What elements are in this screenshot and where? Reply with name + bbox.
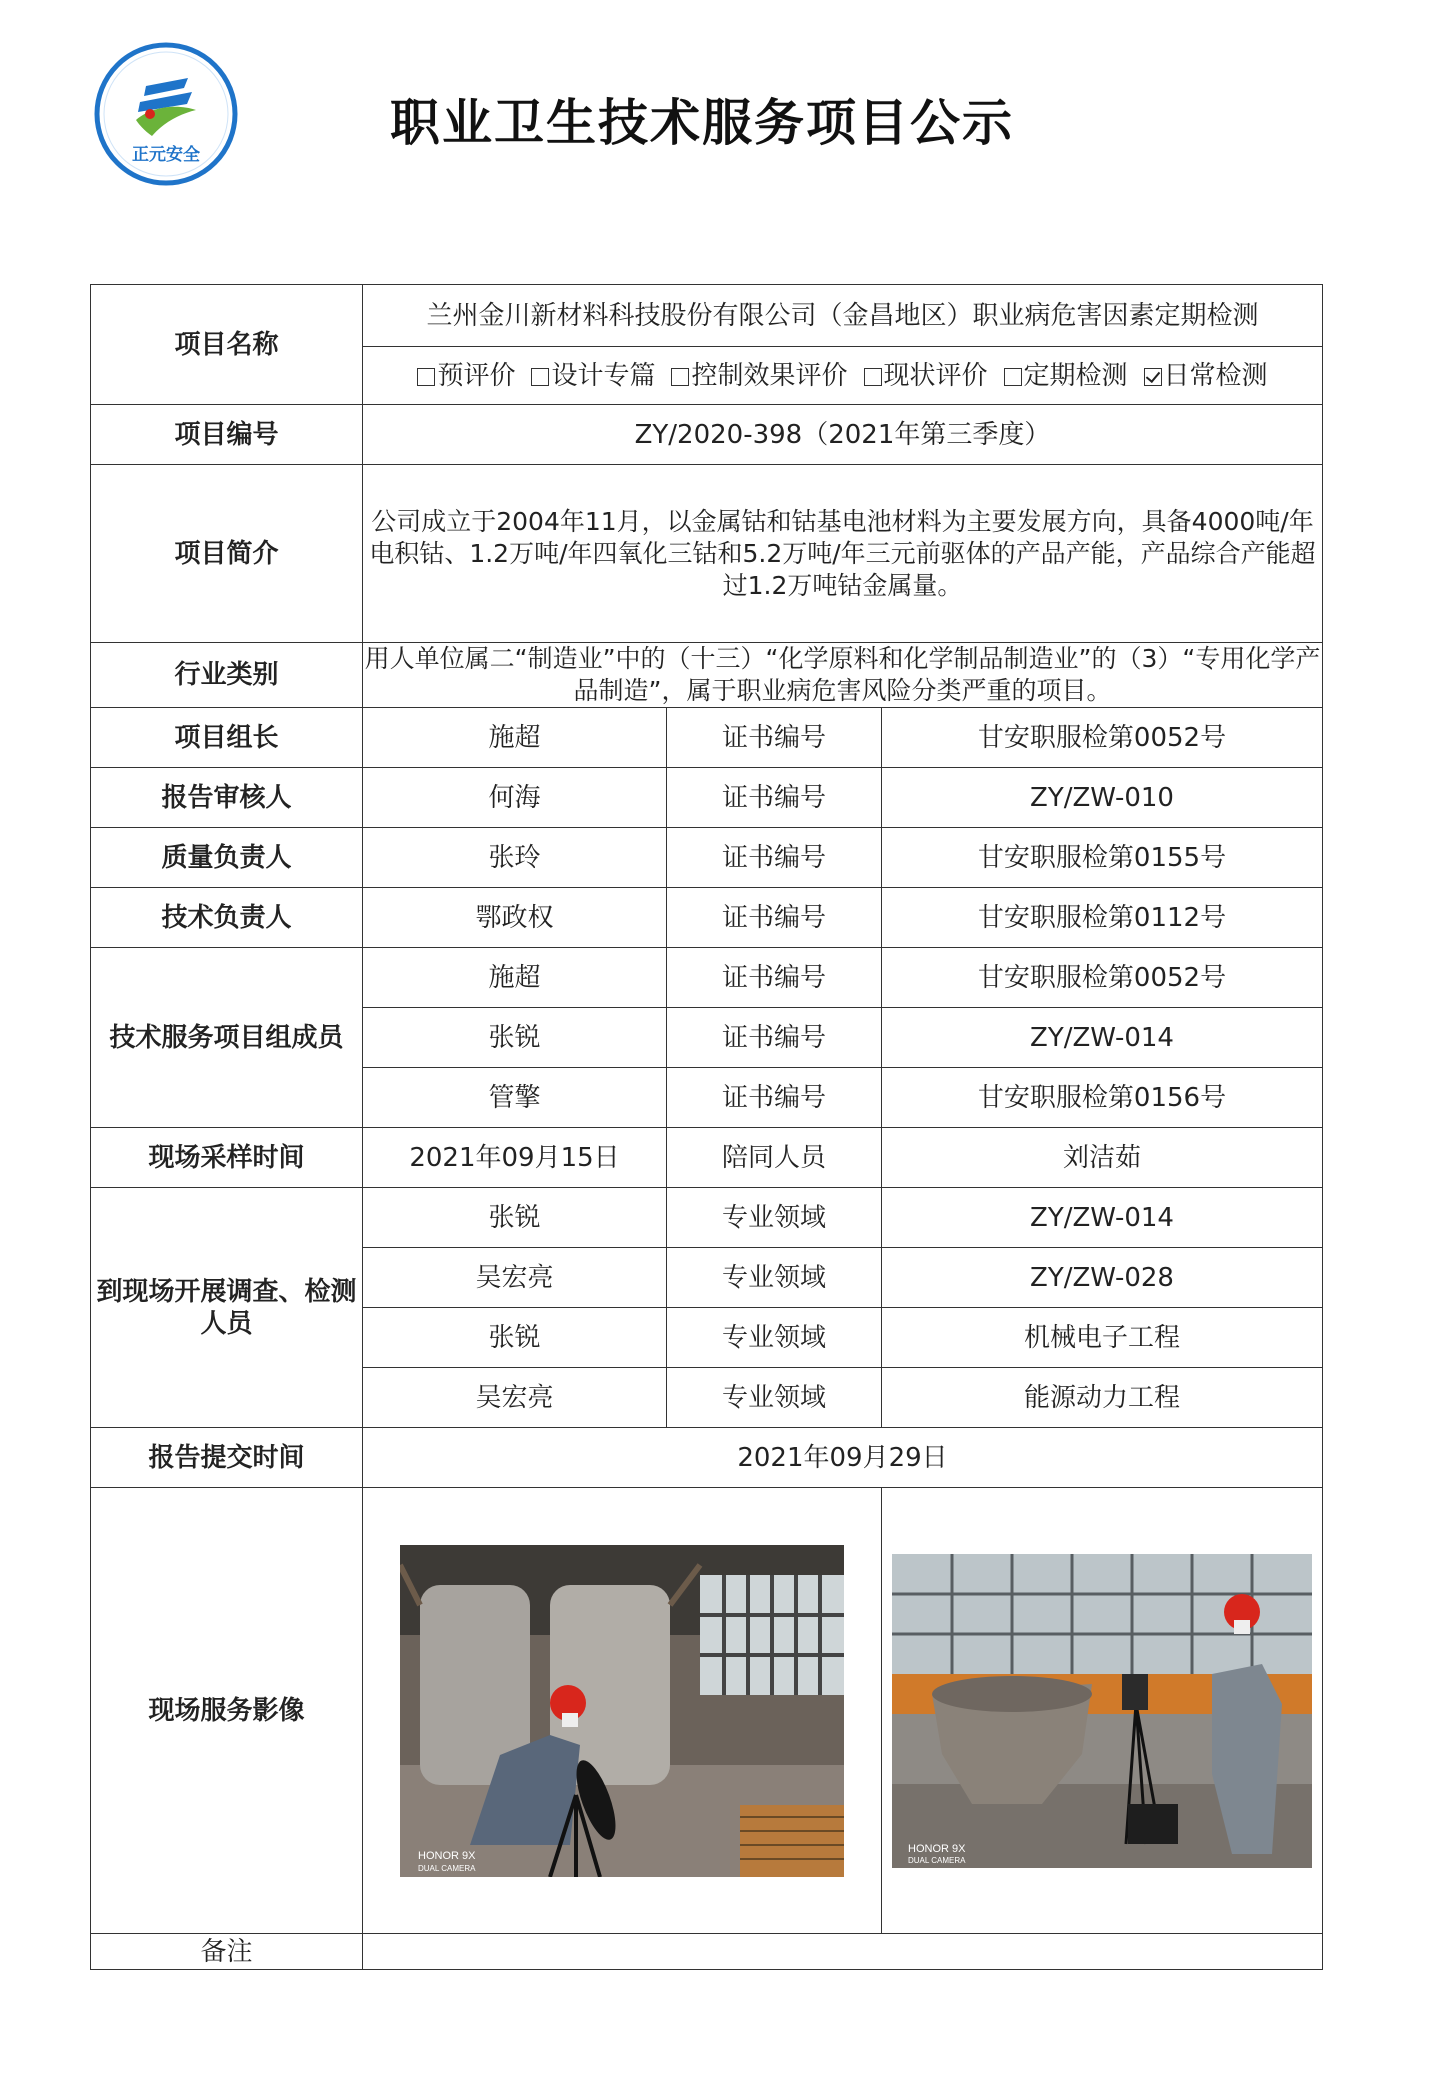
photo-watermark-sub: DUAL CAMERA [418, 1863, 476, 1873]
technical-label: 技术负责人 [91, 888, 363, 948]
checkbox-icon [1004, 368, 1022, 386]
field-staff-key: 专业领域 [667, 1248, 882, 1308]
company-logo [92, 40, 240, 188]
project-intro-label: 项目简介 [91, 465, 363, 643]
reviewer-cert: ZY/ZW-010 [882, 768, 1323, 828]
field-staff-value: ZY/ZW-014 [882, 1188, 1323, 1248]
members-label: 技术服务项目组成员 [91, 948, 363, 1128]
type-option-label: 日常检测 [1163, 360, 1268, 391]
industry-label: 行业类别 [91, 643, 363, 708]
site-photo-2 [892, 1554, 1312, 1868]
type-option [531, 360, 655, 392]
type-option-label: 定期检测 [1023, 360, 1128, 391]
type-option [1144, 360, 1268, 392]
companion-label: 陪同人员 [667, 1128, 882, 1188]
member-name: 施超 [363, 948, 667, 1008]
field-staff-label: 到现场开展调查、检测人员 [91, 1188, 363, 1428]
field-staff-key: 专业领域 [667, 1188, 882, 1248]
type-option [864, 360, 988, 392]
remarks-value [363, 1934, 1323, 1970]
companion-name: 刘洁茹 [882, 1128, 1323, 1188]
type-option [671, 360, 847, 392]
project-number-label: 项目编号 [91, 405, 363, 465]
field-staff-name: 张锐 [363, 1188, 667, 1248]
member-key: 证书编号 [667, 1068, 882, 1128]
sampling-label: 现场采样时间 [91, 1128, 363, 1188]
project-name-label: 项目名称 [91, 285, 363, 405]
notice-table [90, 284, 1323, 1970]
industry-value: 用人单位属二“制造业”中的（十三）“化学原料和化学制品制造业”的（3）“专用化学产品制造”，属于职业病危害风险分类严重的项目。 [363, 643, 1323, 708]
photo-cell-2 [882, 1488, 1323, 1934]
reviewer-label: 报告审核人 [91, 768, 363, 828]
report-date-label: 报告提交时间 [91, 1428, 363, 1488]
leader-cert: 甘安职服检第0052号 [882, 708, 1323, 768]
technical-name: 鄂政权 [363, 888, 667, 948]
checkbox-icon [671, 368, 689, 386]
field-staff-value: ZY/ZW-028 [882, 1248, 1323, 1308]
field-staff-name: 张锐 [363, 1308, 667, 1368]
cert-label: 证书编号 [667, 828, 882, 888]
photo-watermark: HONOR 9X [908, 1842, 966, 1855]
type-option-label: 控制效果评价 [691, 360, 848, 391]
checkbox-icon [864, 368, 882, 386]
project-intro-value: 公司成立于2004年11月，以金属钴和钴基电池材料为主要发展方向，具备4000吨/年电积钴、1.2万吨/年四氧化三钴和5.2万吨/年三元前驱体的产品产能，产品综合产能超过1.2万吨钴金属量。 [363, 465, 1323, 643]
quality-cert: 甘安职服检第0155号 [882, 828, 1323, 888]
checkbox-icon [531, 368, 549, 386]
member-value: 甘安职服检第0156号 [882, 1068, 1323, 1128]
field-staff-key: 专业领域 [667, 1308, 882, 1368]
member-value: ZY/ZW-014 [882, 1008, 1323, 1068]
reviewer-name: 何海 [363, 768, 667, 828]
field-staff-value: 能源动力工程 [882, 1368, 1323, 1428]
type-option [1004, 360, 1128, 392]
remarks-label: 备注 [91, 1934, 363, 1970]
member-value: 甘安职服检第0052号 [882, 948, 1323, 1008]
page-title: 职业卫生技术服务项目公示 [390, 94, 1014, 152]
field-staff-value: 机械电子工程 [882, 1308, 1323, 1368]
field-staff-name: 吴宏亮 [363, 1368, 667, 1428]
field-staff-key: 专业领域 [667, 1368, 882, 1428]
sampling-date: 2021年09月15日 [363, 1128, 667, 1188]
checked-box-icon [1144, 368, 1162, 386]
site-photo-1 [400, 1545, 844, 1877]
member-name: 管擎 [363, 1068, 667, 1128]
member-key: 证书编号 [667, 948, 882, 1008]
quality-name: 张玲 [363, 828, 667, 888]
photo-cell-1 [363, 1488, 882, 1934]
member-name: 张锐 [363, 1008, 667, 1068]
checkbox-icon [417, 368, 435, 386]
cert-label: 证书编号 [667, 708, 882, 768]
leader-name: 施超 [363, 708, 667, 768]
type-option [417, 360, 515, 392]
type-option-label: 预评价 [437, 360, 516, 391]
logo-text: 正元安全 [132, 145, 200, 164]
type-option-label: 设计专篇 [551, 360, 656, 391]
photo-watermark-sub: DUAL CAMERA [908, 1855, 966, 1865]
field-staff-name: 吴宏亮 [363, 1248, 667, 1308]
cert-label: 证书编号 [667, 888, 882, 948]
photo-watermark: HONOR 9X [418, 1849, 476, 1862]
report-date-value: 2021年09月29日 [363, 1428, 1323, 1488]
cert-label: 证书编号 [667, 768, 882, 828]
leader-label: 项目组长 [91, 708, 363, 768]
project-name-value: 兰州金川新材料科技股份有限公司（金昌地区）职业病危害因素定期检测 [363, 285, 1323, 347]
technical-cert: 甘安职服检第0112号 [882, 888, 1323, 948]
quality-label: 质量负责人 [91, 828, 363, 888]
photos-label: 现场服务影像 [91, 1488, 363, 1934]
project-type-checkboxes [363, 347, 1323, 405]
project-number-value: ZY/2020-398（2021年第三季度） [363, 405, 1323, 465]
type-option-label: 现状评价 [883, 360, 988, 391]
member-key: 证书编号 [667, 1008, 882, 1068]
